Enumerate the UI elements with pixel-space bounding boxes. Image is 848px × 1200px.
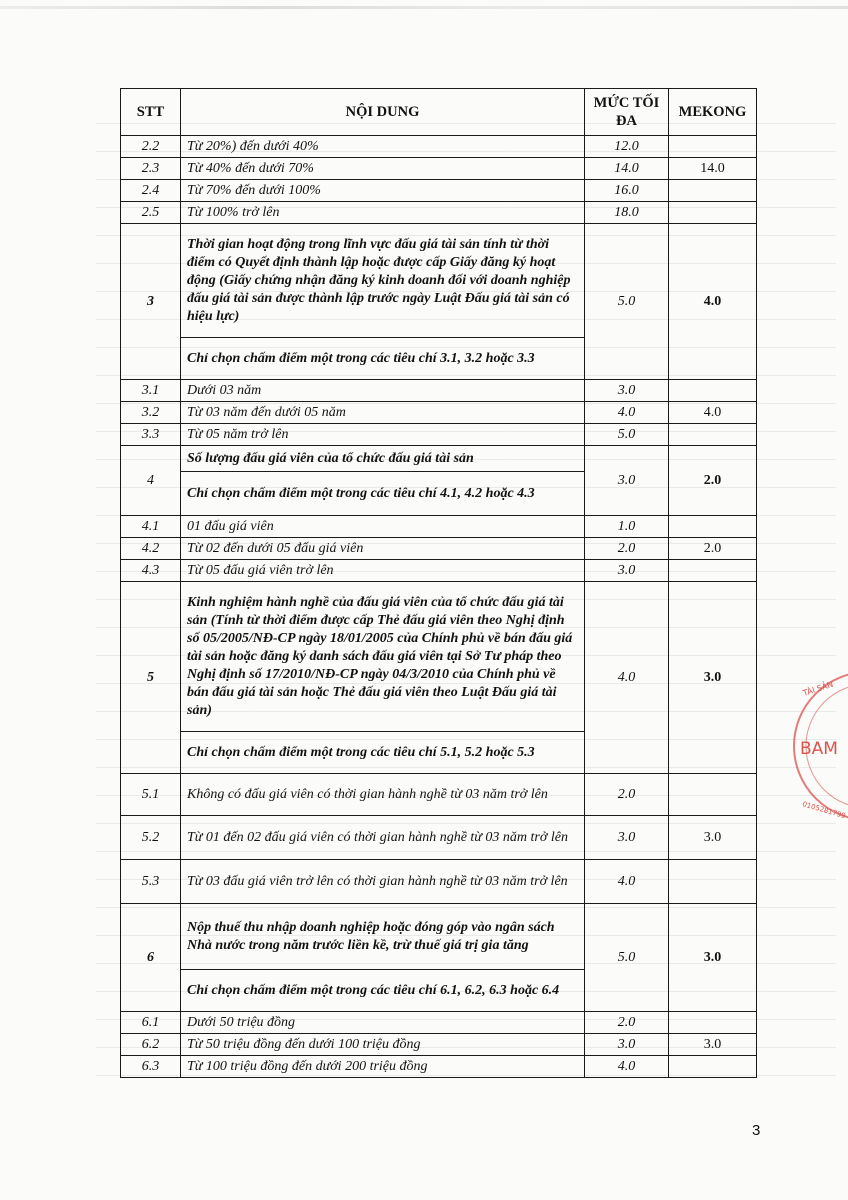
header-max: MỨC TỐI ĐA <box>585 89 669 136</box>
scan-edge-line <box>0 6 848 9</box>
table-row <box>121 224 757 338</box>
row-mekong <box>669 380 757 402</box>
row-max: 12.0 <box>585 136 669 158</box>
row-max: 16.0 <box>585 180 669 202</box>
row-content: Nộp thuế thu nhập doanh nghiệp hoặc đóng góp vào ngân sách Nhà nước trong năm trước liền kề, trừ thuế giá trị gia tăng <box>181 904 585 970</box>
row-stt: 5.2 <box>121 816 181 860</box>
row-max: 3.0 <box>585 816 669 860</box>
row-max: 2.0 <box>585 774 669 816</box>
row-content: Từ 05 đấu giá viên trở lên <box>181 560 585 582</box>
company-seal-fragment <box>790 662 848 832</box>
table-row <box>121 158 757 180</box>
row-content: Từ 50 triệu đồng đến dưới 100 triệu đồng <box>181 1034 585 1056</box>
row-mekong <box>669 516 757 538</box>
row-mekong <box>669 774 757 816</box>
table-row <box>121 1012 757 1034</box>
table-row <box>121 1056 757 1078</box>
row-content: Từ 03 đấu giá viên trở lên có thời gian hành nghề từ 03 năm trở lên <box>181 860 585 904</box>
row-max: 4.0 <box>585 402 669 424</box>
row-stt: 5.1 <box>121 774 181 816</box>
table-row <box>121 202 757 224</box>
row-note: Chỉ chọn chấm điểm một trong các tiêu chí 4.1, 4.2 hoặc 4.3 <box>181 472 585 516</box>
row-stt: 6.3 <box>121 1056 181 1078</box>
seal-text-mid: BAM <box>800 739 838 759</box>
row-max: 5.0 <box>585 424 669 446</box>
row-max: 3.0 <box>585 560 669 582</box>
row-stt: 2.3 <box>121 158 181 180</box>
table-row <box>121 516 757 538</box>
row-stt: 2.4 <box>121 180 181 202</box>
row-max: 1.0 <box>585 516 669 538</box>
row-content: Từ 02 đến dưới 05 đấu giá viên <box>181 538 585 560</box>
row-content: Thời gian hoạt động trong lĩnh vực đấu giá tài sản tính từ thời điểm có Quyết định thành lập hoặc được cấp Giấy đăng ký hoạt động (Giấy chứng nhận đăng ký kinh doanh đối với doanh nghiệp đấu giá tài sản được thành lập trước ngày Luật Đấu giá tài sản có hiệu lực) <box>181 224 585 338</box>
row-max: 3.0 <box>585 446 669 516</box>
header-content: NỘI DUNG <box>181 89 585 136</box>
row-max: 3.0 <box>585 1034 669 1056</box>
row-content: Từ 03 năm đến dưới 05 năm <box>181 402 585 424</box>
row-mekong <box>669 136 757 158</box>
row-stt: 3.2 <box>121 402 181 424</box>
row-mekong <box>669 1012 757 1034</box>
row-note: Chỉ chọn chấm điểm một trong các tiêu chí 5.1, 5.2 hoặc 5.3 <box>181 732 585 774</box>
row-stt: 4.1 <box>121 516 181 538</box>
row-content: Từ 100 triệu đồng đến dưới 200 triệu đồng <box>181 1056 585 1078</box>
table-row <box>121 180 757 202</box>
table-row <box>121 774 757 816</box>
row-mekong: 4.0 <box>669 224 757 380</box>
table-row <box>121 560 757 582</box>
row-note: Chỉ chọn chấm điểm một trong các tiêu chí 3.1, 3.2 hoặc 3.3 <box>181 338 585 380</box>
table-row <box>121 380 757 402</box>
row-mekong: 3.0 <box>669 904 757 1012</box>
row-stt: 6 <box>121 904 181 1012</box>
header-stt: STT <box>121 89 181 136</box>
row-mekong <box>669 860 757 904</box>
table-row <box>121 816 757 860</box>
row-max: 2.0 <box>585 1012 669 1034</box>
row-content: Không có đấu giá viên có thời gian hành nghề từ 03 năm trở lên <box>181 774 585 816</box>
page-number: 3 <box>752 1122 761 1139</box>
scoring-table <box>120 88 757 1078</box>
row-mekong: 2.0 <box>669 538 757 560</box>
row-max: 3.0 <box>585 380 669 402</box>
seal-text-top: TÀI SẢN <box>801 679 835 698</box>
row-mekong: 14.0 <box>669 158 757 180</box>
row-mekong: 2.0 <box>669 446 757 516</box>
row-mekong: 4.0 <box>669 402 757 424</box>
row-max: 4.0 <box>585 1056 669 1078</box>
row-stt: 2.2 <box>121 136 181 158</box>
table-row <box>121 424 757 446</box>
row-mekong <box>669 202 757 224</box>
row-stt: 4 <box>121 446 181 516</box>
row-mekong: 3.0 <box>669 1034 757 1056</box>
row-content: 01 đấu giá viên <box>181 516 585 538</box>
row-content: Kinh nghiệm hành nghề của đấu giá viên của tổ chức đấu giá tài sản (Tính từ thời điểm được cấp Thẻ đấu giá viên theo Nghị định số 05/2005/NĐ-CP ngày 18/01/2005 của Chính phủ về bán đấu giá tài sản hoặc đăng ký danh sách đấu giá viên tại Sở Tư pháp theo Nghị định số 17/2010/NĐ-CP ngày 04/3/2010 của Chính phủ về bán đấu giá tài sản hoặc Thẻ đấu giá viên theo Luật Đấu giá tài sản) <box>181 582 585 732</box>
row-content: Từ 05 năm trở lên <box>181 424 585 446</box>
row-content: Từ 20%) đến dưới 40% <box>181 136 585 158</box>
table-row <box>121 402 757 424</box>
row-mekong: 3.0 <box>669 582 757 774</box>
row-max: 2.0 <box>585 538 669 560</box>
row-stt: 5 <box>121 582 181 774</box>
row-stt: 5.3 <box>121 860 181 904</box>
row-stt: 3.3 <box>121 424 181 446</box>
row-stt: 6.1 <box>121 1012 181 1034</box>
row-mekong <box>669 424 757 446</box>
row-stt: 3.1 <box>121 380 181 402</box>
row-stt: 6.2 <box>121 1034 181 1056</box>
row-stt: 4.2 <box>121 538 181 560</box>
row-stt: 2.5 <box>121 202 181 224</box>
row-content: Từ 100% trở lên <box>181 202 585 224</box>
row-mekong <box>669 560 757 582</box>
row-content: Dưới 03 năm <box>181 380 585 402</box>
row-max: 5.0 <box>585 904 669 1012</box>
row-max: 18.0 <box>585 202 669 224</box>
header-mekong: MEKONG <box>669 89 757 136</box>
row-stt: 3 <box>121 224 181 380</box>
row-content: Từ 40% đến dưới 70% <box>181 158 585 180</box>
table-row <box>121 538 757 560</box>
row-max: 4.0 <box>585 582 669 774</box>
row-max: 14.0 <box>585 158 669 180</box>
row-mekong <box>669 1056 757 1078</box>
table-row <box>121 446 757 472</box>
row-content: Dưới 50 triệu đồng <box>181 1012 585 1034</box>
table-row <box>121 136 757 158</box>
row-max: 4.0 <box>585 860 669 904</box>
seal-text-bottom: 0105281799 <box>801 800 847 821</box>
row-mekong <box>669 180 757 202</box>
row-stt: 4.3 <box>121 560 181 582</box>
row-content: Từ 70% đến dưới 100% <box>181 180 585 202</box>
table-row <box>121 904 757 970</box>
row-note: Chỉ chọn chấm điểm một trong các tiêu chí 6.1, 6.2, 6.3 hoặc 6.4 <box>181 970 585 1012</box>
row-mekong: 3.0 <box>669 816 757 860</box>
row-max: 5.0 <box>585 224 669 380</box>
table-row <box>121 860 757 904</box>
row-content: Số lượng đấu giá viên của tổ chức đấu giá tài sản <box>181 446 585 472</box>
table-header-row <box>121 89 757 136</box>
row-content: Từ 01 đến 02 đấu giá viên có thời gian hành nghề từ 03 năm trở lên <box>181 816 585 860</box>
table-row <box>121 1034 757 1056</box>
table-row <box>121 582 757 732</box>
